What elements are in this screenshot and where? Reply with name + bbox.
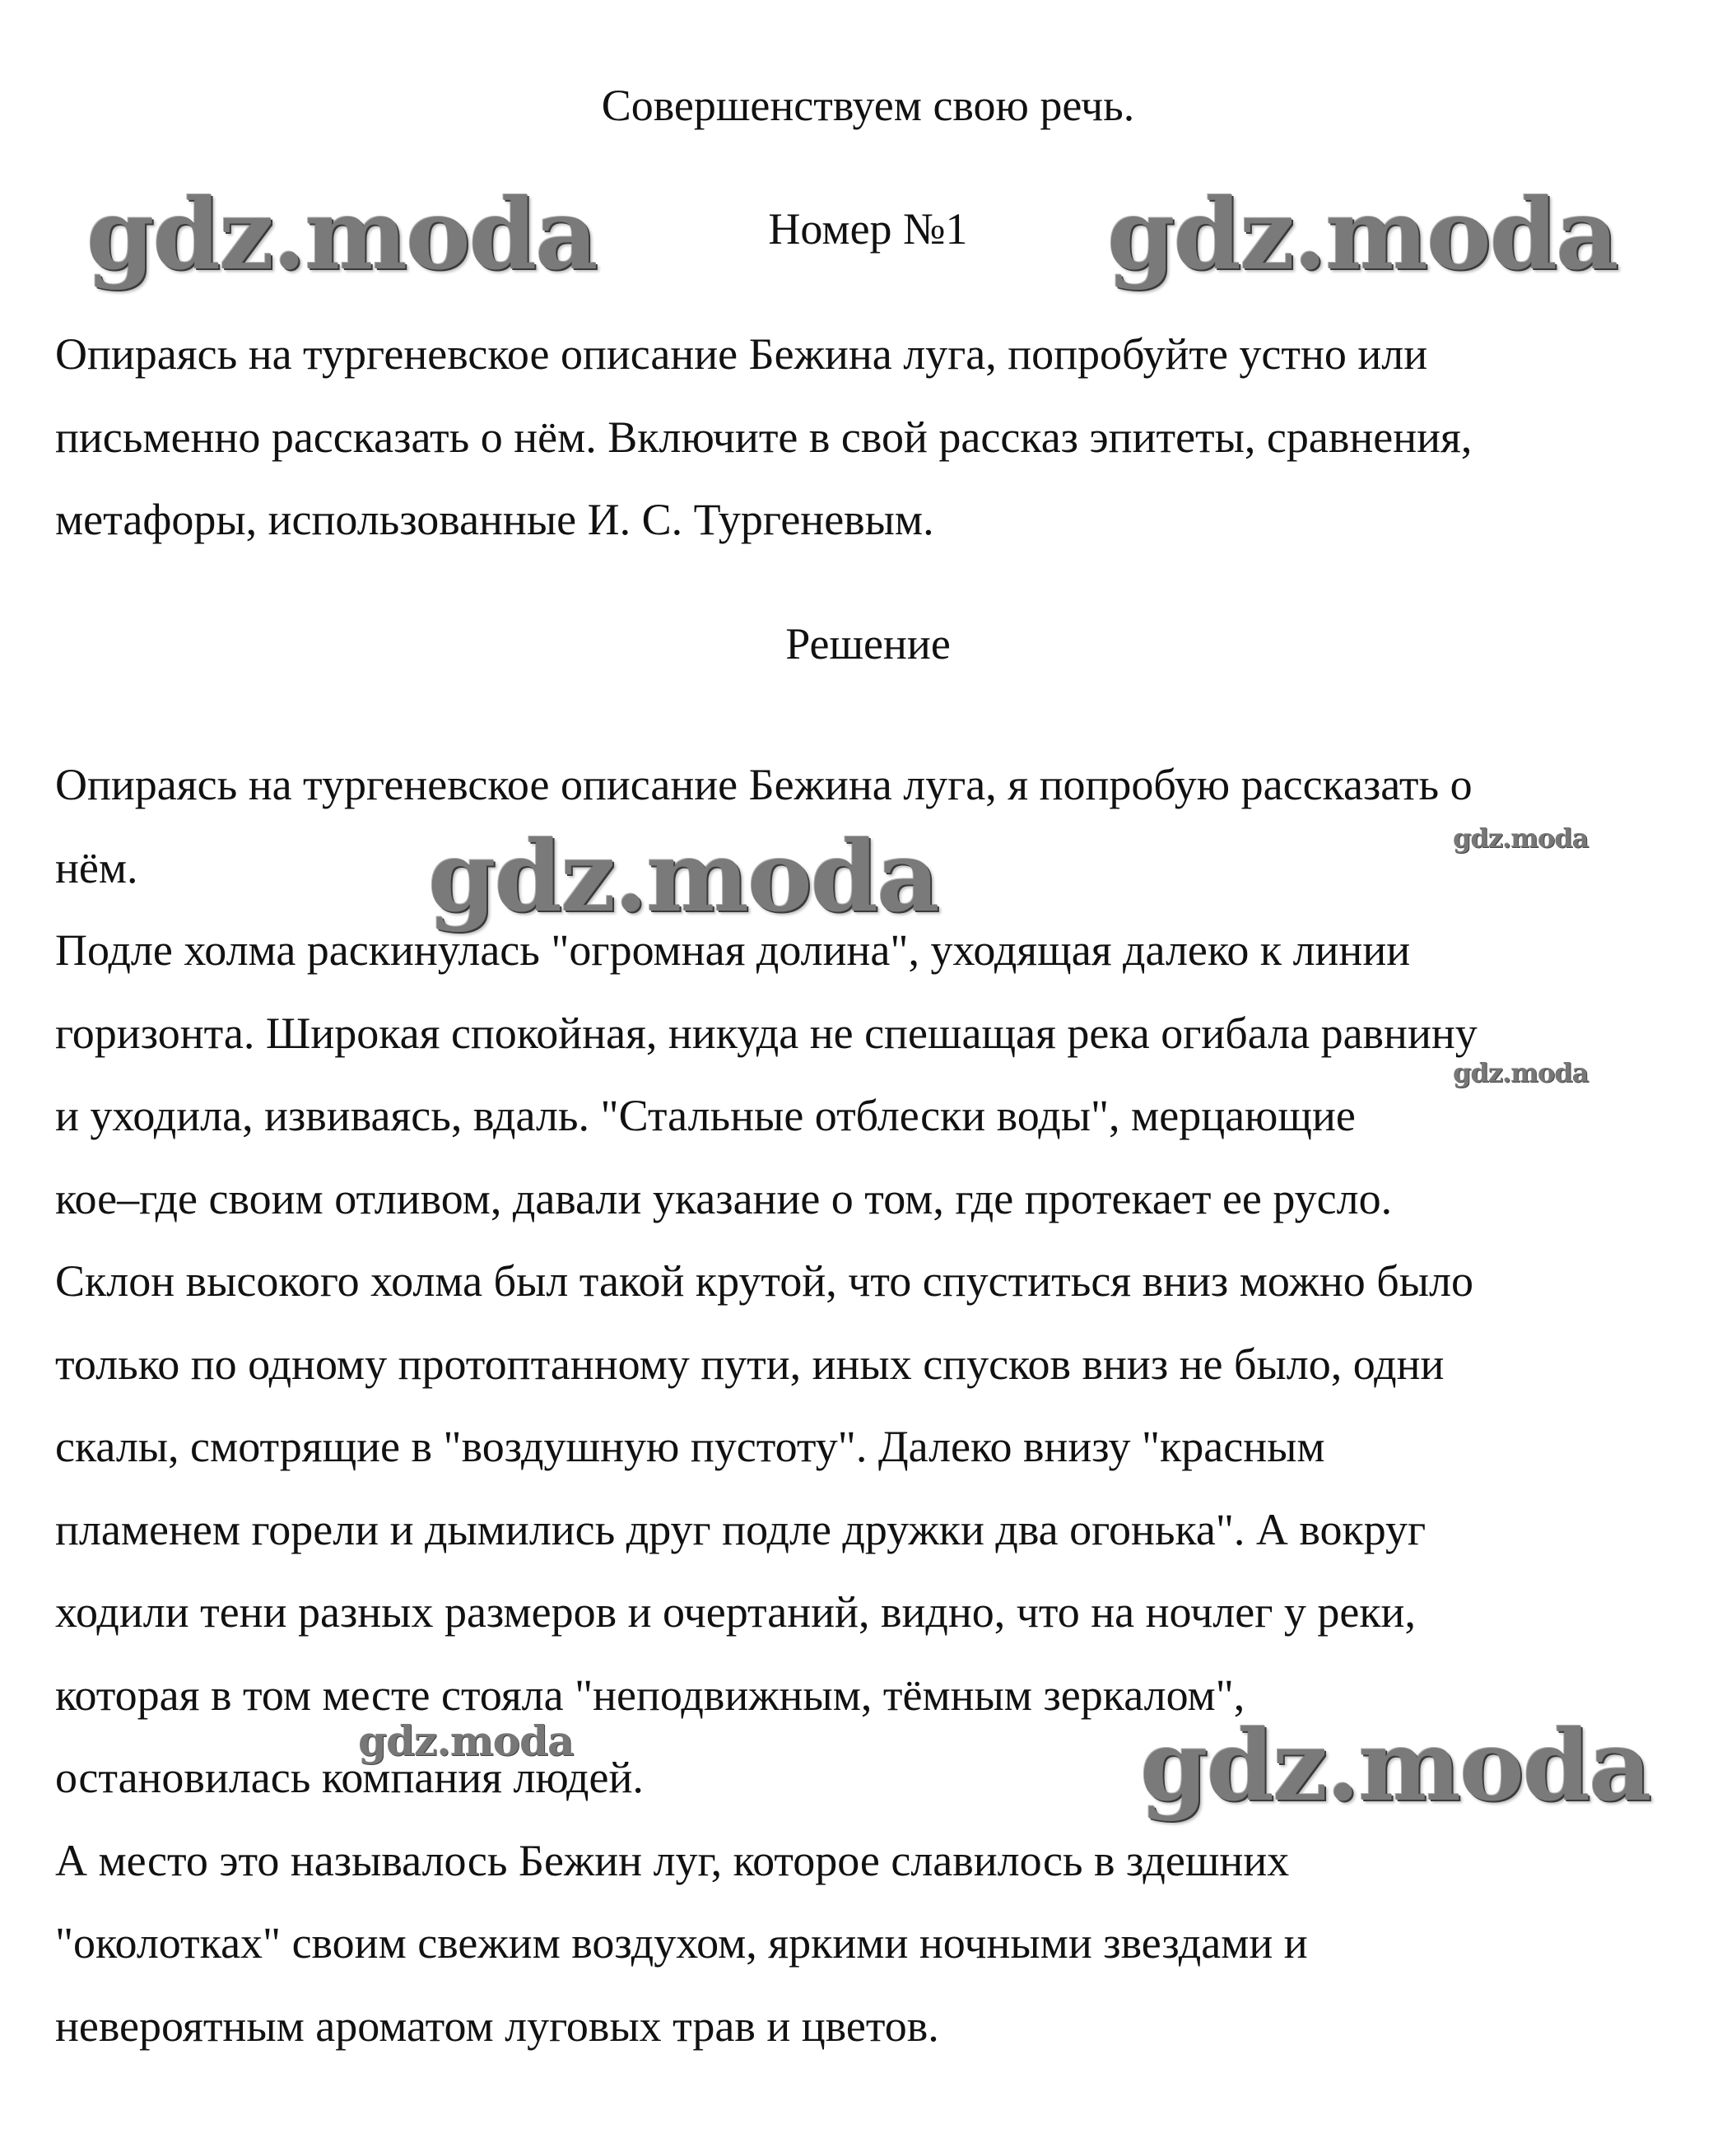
task-line: Опираясь на тургеневское описание Бежина луга, попробуйте устно или xyxy=(55,329,1428,379)
section-title: Совершенствуем свою речь. xyxy=(601,81,1135,130)
answer-text xyxy=(55,743,1669,2067)
answer-line: Опираясь на тургеневское описание Бежина луга, я попробую рассказать о xyxy=(55,760,1473,809)
answer-line: невероятным ароматом луговых трав и цветов. xyxy=(55,2001,939,2051)
answer-line: горизонта. Широкая спокойная, никуда не спешащая река огибала равнину xyxy=(55,1008,1478,1058)
task-text xyxy=(55,313,1669,561)
answer-line: А место это называлось Бежин луг, которое славилось в здешних xyxy=(55,1835,1290,1885)
watermark-logo-small: gdz.moda xyxy=(358,1716,574,1765)
answer-line: скалы, смотрящие в "воздушную пустоту". Далеко внизу "красным xyxy=(55,1422,1325,1471)
task-line: метафоры, использованные И. С. Тургеневым. xyxy=(55,495,934,544)
answer-line: и уходила, извиваясь, вдаль. "Стальные отблески воды", мерцающие xyxy=(55,1091,1356,1140)
answer-line: остановилась компания людей. xyxy=(55,1753,644,1802)
answer-line: кое–где своим отливом, давали указание о том, где протекает ее русло. xyxy=(55,1173,1393,1223)
task-line: письменно рассказать о нём. Включите в свой рассказ эпитеты, сравнения, xyxy=(55,412,1473,462)
answer-line: ходили тени разных размеров и очертаний, видно, что на ночлег у реки, xyxy=(55,1587,1416,1637)
answer-line: Подле холма раскинулась "огромная долина", уходящая далеко к линии xyxy=(55,925,1411,975)
watermark-logo: gdz.moda xyxy=(86,177,597,291)
answer-line: только по одному протоптанному пути, иных спусков вниз не было, одни xyxy=(55,1339,1445,1389)
watermark-logo-small: gdz.moda xyxy=(1453,1057,1589,1088)
answer-line: Склон высокого холма был такой крутой, что спуститься вниз можно было xyxy=(55,1256,1473,1306)
answer-line: "околотках" своим свежим воздухом, яркими ночными звездами и xyxy=(55,1918,1308,1968)
answer-line: пламенем горели и дымились друг подле дружки два огонька". А вокруг xyxy=(55,1504,1426,1554)
solution-heading: Решение xyxy=(785,619,951,668)
watermark-logo: gdz.moda xyxy=(1140,1708,1650,1823)
watermark-logo-small: gdz.moda xyxy=(1453,822,1589,854)
answer-line: нём. xyxy=(55,842,138,892)
watermark-logo: gdz.moda xyxy=(428,819,938,934)
task-number: Номер №1 xyxy=(768,204,968,254)
answer-line: которая в том месте стояла "неподвижным, тёмным зеркалом", xyxy=(55,1670,1245,1720)
watermark-logo: gdz.moda xyxy=(1107,177,1617,291)
